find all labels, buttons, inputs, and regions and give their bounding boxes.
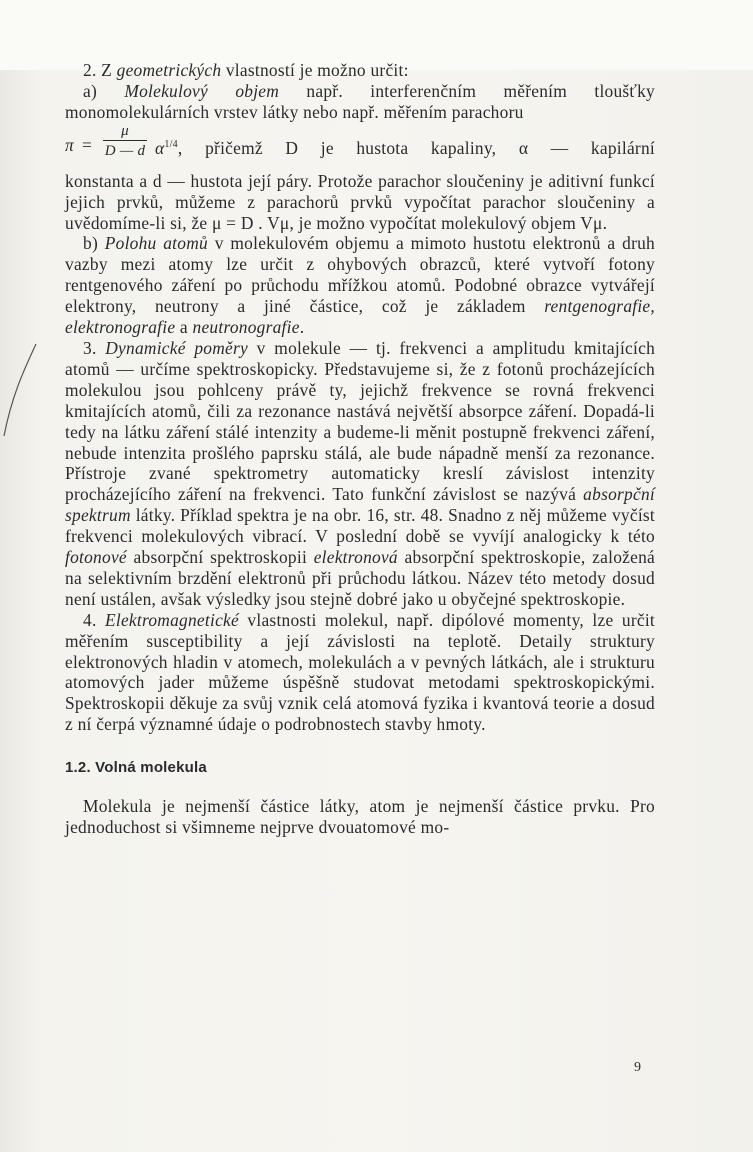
item-text: vlastností je možno určit: [221,60,409,80]
item-2a-paragraph [65,81,655,123]
formula-tail-text: , přičemž D je hustota kapaliny, α — kapilární [177,137,655,158]
formula-fraction [103,123,147,160]
item-text: . [299,317,305,338]
parachor-formula [65,122,655,171]
item-text: v molekule — tj. frekvenci a amplitudu kmitajících atomů — určíme spektroskopicky. Představujeme si, že z fotonů procházejících molekulou jsou pohlceny právě ty, jejichž frekvence se rovná frekvenci kmitajících atomů, čili za rezonance nastává největší absorpce záření. Dopadá-li tedy na látku záření stálé intenzity a budeme-li měnit postupně frekvenci záření, nebude intenzita prošlého paprsku stálá, ale bude nápadně menší za rezonance. Přístroje zvané spektrometry automaticky kreslí závislost intenzity procházejícího záření na frekvenci. Tato funkční závislost se nazývá [65,337,656,505]
item-text: vlastnosti molekul, např. dipólové momenty, lze určit měřením susceptibility a její závislosti na teplotě. Detaily struktury elektronových hladin v atomech, molekulách a v pevných látkách, ale i strukturu atomových jader můžeme úspěšně studovat metodami spektroskopickými. Spektroskopii děkuje za svůj vznik celá atomová fyzika i kvantová teorie a dosud z ní čerpá významné údaje o podrobnostech stavby hmoty. [65,609,656,735]
item-4-paragraph [65,610,655,735]
margin-pencil-mark [0,340,40,440]
page-number: 9 [634,1060,641,1075]
item-title: Polohu atomů [104,233,208,254]
body-text [65,60,655,838]
item-2-paragraph [65,60,655,81]
item-3-paragraph [65,338,655,610]
fraction-bar [103,140,147,141]
section-heading: 1.2. Volná molekula [65,759,207,777]
item-number: 4. [83,609,105,630]
item-text: např. interferenčním měřením tloušťky monomolekulárních vrstev látky nebo např. měřením parachoru [65,80,656,122]
item-number: 2. Z [83,60,117,80]
item-2b-paragraph [65,233,655,338]
emphasis-text: rentgenografie, elektronografie [65,296,655,338]
formula-exponent: 1/4 [164,138,178,150]
item-number: b) [83,233,105,254]
item-text: a [175,317,193,338]
fraction-denominator: D — d [104,142,146,159]
section-paragraph: Molekula je nejmenší částice látky, atom je nejmenší částice prvku. Pro jednoduchost si všimneme nejprve dvouatomové mo- [65,796,655,837]
formula-equals: = [82,134,93,155]
item-title: Molekulový objem [124,80,280,101]
emphasis-text: absorpční spektrum [65,484,655,526]
emphasis-text: neutronografie [192,317,300,338]
item-text: látky. Příklad spektra je na obr. 16, str. 48. Snadno z něj můžeme vyčíst frekvenci molekulových vibrací. V poslední době se vyvíjí analogicky k této [65,505,655,547]
item-number: a) [83,80,125,101]
item-text: absorpční spektroskopii [126,547,314,568]
formula-lhs: π [65,134,74,155]
fraction-numerator: μ [121,122,129,139]
item-title: Elektromagnetické [105,609,239,630]
item-2a-continuation: konstanta a d — hustota její páry. Protože parachor sloučeniny je aditivní funkcí jejich prvků, můžeme z parachorů prvků vypočítat parachor sloučeniny a uvědomíme-li si, že μ = D . Vμ, je možno vypočítat molekulový objem Vμ. [65,170,655,233]
item-title: Dynamické poměry [105,337,249,358]
formula-tail [155,135,655,159]
item-text: v molekulovém objemu a mimoto hustotu elektronů a druh vazby mezi atomy lze určit z ohybových obrazců, které vytvoří fotony rentgenového záření po průchodu mřížkou atomů. Podobné obrazce vytvářejí elektrony, neutrony a jiné částice, což je základem [65,233,656,317]
formula-power: α [155,137,165,158]
emphasis-text: elektronová [313,547,398,568]
item-text: absorpční spektroskopie, založená na selektivním brzdění elektronů při průchodu látkou. Název této metody dosud není ustálen, avšak výsledky jsou stejně dobré jako u obyčejné spektroskopie. [65,547,655,609]
item-number: 3. [83,337,106,358]
emphasis-text: fotonové [65,547,127,568]
item-title: geometrických [116,60,222,80]
